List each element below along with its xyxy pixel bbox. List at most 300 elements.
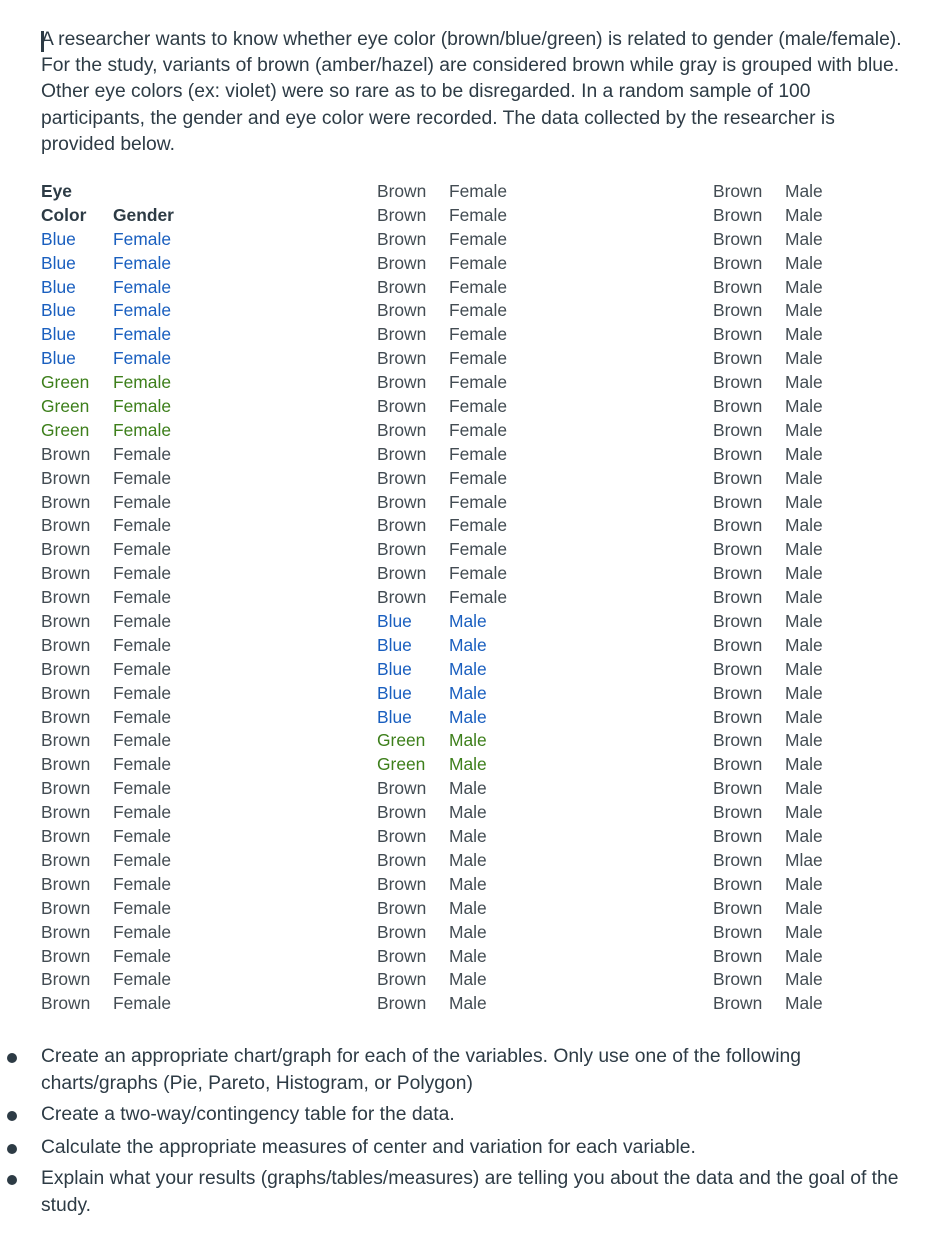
table-row	[713, 514, 905, 538]
gender-cell: Female	[449, 467, 507, 488]
gender-cell: Male	[785, 419, 823, 440]
gender-cell: Female	[113, 467, 171, 488]
gender-cell: Male	[785, 372, 823, 393]
gender-cell: Female	[113, 754, 171, 775]
eye-color-cell: Brown	[713, 396, 763, 417]
eye-color-cell: Brown	[377, 419, 427, 440]
eye-color-cell: Brown	[377, 563, 427, 584]
eye-color-cell: Brown	[377, 969, 427, 990]
gender-cell: Male	[449, 945, 487, 966]
eye-color-cell: Brown	[713, 778, 763, 799]
eye-color-cell: Brown	[41, 993, 91, 1014]
eye-color-cell: Brown	[377, 945, 427, 966]
eye-color-cell: Brown	[41, 658, 91, 679]
eye-color-cell: Brown	[41, 443, 91, 464]
table-row	[377, 204, 569, 228]
table-row	[41, 777, 233, 801]
table-row	[713, 443, 905, 467]
gender-cell: Female	[449, 324, 507, 345]
eye-color-cell: Brown	[377, 276, 427, 297]
table-row	[713, 825, 905, 849]
eye-color-cell: Brown	[41, 969, 91, 990]
gender-cell: Male	[785, 682, 823, 703]
table-row	[377, 682, 569, 706]
eye-color-cell: Blue	[377, 706, 412, 727]
eye-color-cell: Brown	[713, 181, 763, 201]
eye-color-cell: Brown	[377, 802, 427, 823]
eye-color-cell: Brown	[713, 443, 763, 464]
table-row	[377, 347, 569, 371]
table-row	[41, 753, 233, 777]
table-row	[41, 849, 233, 873]
table-row	[377, 467, 569, 491]
eye-color-cell: Brown	[377, 515, 427, 536]
gender-cell: Female	[113, 587, 171, 608]
table-row	[41, 682, 233, 706]
gender-cell: Male	[785, 491, 823, 512]
task-item	[41, 1165, 911, 1219]
gender-cell: Female	[113, 730, 171, 751]
table-row	[377, 395, 569, 419]
gender-cell: Male	[785, 706, 823, 727]
eye-color-cell: Brown	[713, 849, 763, 870]
eye-color-cell: Brown	[41, 802, 91, 823]
gender-cell: Male	[785, 539, 823, 560]
table-row	[377, 921, 569, 945]
table-row	[713, 419, 905, 443]
table-row	[713, 538, 905, 562]
table-row	[377, 897, 569, 921]
eye-color-cell: Brown	[377, 539, 427, 560]
gender-cell: Female	[449, 204, 507, 225]
table-row	[713, 873, 905, 897]
gender-cell: Female	[449, 372, 507, 393]
eye-color-cell: Brown	[713, 897, 763, 918]
gender-cell: Female	[113, 826, 171, 847]
eye-color-cell: Blue	[41, 276, 76, 297]
eye-color-cell: Brown	[41, 706, 91, 727]
eye-color-cell: Brown	[713, 324, 763, 345]
table-row	[41, 419, 233, 443]
gender-cell: Male	[449, 802, 487, 823]
eye-color-cell: Brown	[377, 348, 427, 369]
table-row	[41, 921, 233, 945]
bullet-icon	[7, 1111, 17, 1121]
table-row	[713, 634, 905, 658]
gender-cell: Female	[449, 443, 507, 464]
eye-color-cell: Brown	[377, 491, 427, 512]
gender-cell: Female	[113, 921, 171, 942]
eye-color-cell: Brown	[41, 634, 91, 655]
eye-color-cell: Blue	[377, 634, 412, 655]
gender-cell: Female	[113, 945, 171, 966]
gender-cell: Female	[449, 252, 507, 273]
table-row	[713, 395, 905, 419]
table-row	[41, 514, 233, 538]
table-row	[377, 610, 569, 634]
gender-cell: Female	[113, 778, 171, 799]
gender-cell: Male	[785, 826, 823, 847]
gender-cell: Female	[113, 706, 171, 727]
table-row	[41, 443, 233, 467]
eye-color-cell: Brown	[713, 873, 763, 894]
table-row	[377, 180, 569, 204]
table-row	[377, 323, 569, 347]
table-row	[41, 968, 233, 992]
table-row	[377, 825, 569, 849]
table-row	[41, 299, 233, 323]
eye-color-cell: Brown	[377, 396, 427, 417]
gender-cell: Male	[785, 204, 823, 225]
gender-cell: Female	[113, 515, 171, 536]
eye-color-cell: Brown	[713, 993, 763, 1014]
table-row	[377, 252, 569, 276]
gender-cell: Male	[785, 563, 823, 584]
eye-color-cell: Brown	[377, 443, 427, 464]
gender-cell: Female	[113, 348, 171, 369]
eye-color-cell: Brown	[377, 300, 427, 321]
table-row	[41, 252, 233, 276]
eye-color-header-line1: Eye	[41, 181, 72, 201]
eye-color-cell: Brown	[377, 252, 427, 273]
eye-color-cell: Brown	[41, 491, 91, 512]
gender-cell: Male	[785, 993, 823, 1014]
gender-cell: Male	[449, 993, 487, 1014]
task-text: Create an appropriate chart/graph for each of the variables. Only use one of the following charts/graphs (Pie, Pareto, Histogram, or Polygon)	[41, 1046, 801, 1094]
gender-cell: Male	[785, 945, 823, 966]
task-item	[41, 1043, 911, 1097]
gender-cell: Male	[449, 873, 487, 894]
eye-color-cell: Brown	[713, 802, 763, 823]
gender-cell: Female	[449, 276, 507, 297]
data-column-2	[377, 180, 569, 1016]
gender-cell: Male	[449, 849, 487, 870]
table-row	[377, 419, 569, 443]
table-row	[713, 228, 905, 252]
gender-cell: Female	[113, 873, 171, 894]
gender-cell: Male	[449, 730, 487, 751]
data-column-1	[41, 180, 233, 1016]
table-row	[377, 538, 569, 562]
table-row	[41, 825, 233, 849]
gender-cell: Female	[113, 897, 171, 918]
table-row	[713, 921, 905, 945]
eye-color-cell: Brown	[713, 921, 763, 942]
eye-color-cell: Brown	[41, 873, 91, 894]
eye-color-cell: Brown	[377, 873, 427, 894]
eye-color-cell: Green	[41, 419, 90, 440]
gender-cell: Female	[449, 419, 507, 440]
gender-cell: Male	[449, 754, 487, 775]
gender-cell: Female	[449, 396, 507, 417]
table-row	[713, 801, 905, 825]
eye-color-cell: Brown	[377, 993, 427, 1014]
eye-color-cell: Blue	[41, 252, 76, 273]
table-row	[713, 323, 905, 347]
table-row	[377, 992, 569, 1016]
table-row	[713, 562, 905, 586]
gender-cell: Male	[785, 443, 823, 464]
eye-color-cell: Brown	[377, 467, 427, 488]
table-row	[41, 634, 233, 658]
table-row	[377, 299, 569, 323]
gender-cell: Female	[113, 396, 171, 417]
gender-cell: Female	[449, 539, 507, 560]
intro-paragraph: A researcher wants to know whether eye color (brown/blue/green) is related to gender (male/female). For the study, variants of brown (amber/hazel) are considered brown while gray is grouped with blue. Other eye colors (ex: violet) were so rare as to be disregarded. In a random sample of 100 participants, the gender and eye color were recorded. The data collected by the researcher is provided below.	[41, 29, 902, 155]
table-row	[377, 514, 569, 538]
table-row	[41, 371, 233, 395]
eye-color-cell: Brown	[41, 945, 91, 966]
gender-cell: Female	[113, 658, 171, 679]
table-row	[377, 849, 569, 873]
table-row	[41, 323, 233, 347]
table-row	[41, 276, 233, 300]
bullet-icon	[7, 1053, 17, 1063]
table-row	[713, 777, 905, 801]
task-item	[41, 1134, 911, 1161]
table-row	[713, 491, 905, 515]
eye-color-cell: Brown	[41, 587, 91, 608]
table-row	[377, 968, 569, 992]
eye-color-cell: Brown	[713, 467, 763, 488]
gender-cell: Male	[449, 682, 487, 703]
gender-cell: Female	[113, 849, 171, 870]
table-row	[377, 443, 569, 467]
table-row	[377, 371, 569, 395]
eye-color-cell: Brown	[713, 706, 763, 727]
table-row	[377, 658, 569, 682]
gender-cell: Male	[785, 228, 823, 249]
table-row	[41, 706, 233, 730]
eye-color-cell: Brown	[713, 372, 763, 393]
gender-cell: Male	[785, 276, 823, 297]
eye-color-cell: Brown	[377, 826, 427, 847]
table-row	[713, 849, 905, 873]
gender-cell: Female	[113, 993, 171, 1014]
table-row	[41, 562, 233, 586]
gender-cell: Male	[449, 611, 487, 632]
table-row	[713, 586, 905, 610]
gender-cell: Female	[113, 634, 171, 655]
eye-color-cell: Brown	[713, 300, 763, 321]
gender-cell: Male	[449, 706, 487, 727]
table-row	[713, 968, 905, 992]
gender-cell: Female	[113, 611, 171, 632]
table-row	[713, 658, 905, 682]
eye-color-cell: Brown	[377, 181, 427, 201]
gender-cell: Female	[449, 300, 507, 321]
gender-cell: Male	[785, 802, 823, 823]
gender-cell: Male	[785, 754, 823, 775]
gender-cell: Female	[113, 682, 171, 703]
gender-cell: Male	[785, 897, 823, 918]
eye-color-cell: Brown	[41, 682, 91, 703]
eye-color-cell: Brown	[713, 228, 763, 249]
table-row	[41, 586, 233, 610]
eye-color-cell: Brown	[377, 849, 427, 870]
eye-color-cell: Brown	[713, 539, 763, 560]
table-row	[377, 276, 569, 300]
eye-color-cell: Green	[41, 372, 90, 393]
table-row	[377, 491, 569, 515]
gender-cell: Mlae	[785, 849, 823, 870]
task-text: Create a two-way/contingency table for the data.	[41, 1104, 455, 1125]
eye-color-cell: Blue	[41, 300, 76, 321]
data-column-3	[713, 180, 905, 1016]
eye-color-cell: Brown	[713, 634, 763, 655]
eye-color-cell: Brown	[41, 539, 91, 560]
table-row	[713, 753, 905, 777]
table-row	[41, 897, 233, 921]
eye-color-cell: Blue	[41, 228, 76, 249]
eye-color-cell: Blue	[377, 611, 412, 632]
eye-color-cell: Brown	[713, 515, 763, 536]
eye-color-cell: Blue	[41, 348, 76, 369]
table-row	[41, 395, 233, 419]
table-row	[41, 801, 233, 825]
eye-color-cell: Brown	[41, 849, 91, 870]
table-row	[377, 753, 569, 777]
gender-cell: Female	[113, 324, 171, 345]
gender-cell: Male	[449, 826, 487, 847]
gender-cell: Female	[113, 491, 171, 512]
eye-color-cell: Brown	[377, 778, 427, 799]
table-row	[41, 658, 233, 682]
table-row	[377, 945, 569, 969]
gender-cell: Male	[785, 252, 823, 273]
eye-color-cell: Brown	[713, 969, 763, 990]
eye-color-cell: Brown	[377, 921, 427, 942]
gender-cell: Female	[113, 802, 171, 823]
eye-color-cell: Brown	[713, 682, 763, 703]
gender-cell: Male	[449, 658, 487, 679]
gender-cell: Male	[785, 921, 823, 942]
table-row	[713, 706, 905, 730]
gender-cell: Male	[785, 873, 823, 894]
table-row	[713, 204, 905, 228]
eye-color-cell: Brown	[713, 730, 763, 751]
table-row	[41, 491, 233, 515]
table-row	[377, 777, 569, 801]
gender-cell: Female	[113, 300, 171, 321]
gender-cell: Male	[449, 778, 487, 799]
gender-cell: Male	[785, 300, 823, 321]
gender-cell: Female	[113, 539, 171, 560]
eye-color-cell: Blue	[377, 658, 412, 679]
eye-color-header-line2: Color	[41, 204, 87, 225]
gender-cell: Female	[449, 515, 507, 536]
gender-cell: Male	[785, 467, 823, 488]
table-row	[377, 562, 569, 586]
eye-color-cell: Brown	[41, 467, 91, 488]
eye-color-cell: Brown	[713, 276, 763, 297]
table-row	[713, 180, 905, 204]
table-row	[377, 634, 569, 658]
table-row	[377, 873, 569, 897]
gender-cell: Female	[113, 419, 171, 440]
table-row	[41, 538, 233, 562]
table-row	[377, 729, 569, 753]
eye-color-cell: Brown	[377, 587, 427, 608]
eye-color-cell: Green	[41, 396, 90, 417]
table-row	[41, 729, 233, 753]
gender-cell: Female	[449, 181, 507, 201]
eye-color-cell: Brown	[713, 491, 763, 512]
eye-color-cell: Brown	[713, 204, 763, 225]
eye-color-cell: Brown	[713, 419, 763, 440]
gender-cell: Male	[785, 587, 823, 608]
eye-color-cell: Brown	[713, 587, 763, 608]
eye-color-cell: Brown	[41, 778, 91, 799]
eye-color-cell: Brown	[41, 611, 91, 632]
eye-color-cell: Brown	[713, 611, 763, 632]
bullet-icon	[7, 1144, 17, 1154]
gender-cell: Male	[785, 348, 823, 369]
eye-color-cell: Brown	[713, 348, 763, 369]
table-row	[713, 467, 905, 491]
eye-color-cell: Brown	[377, 228, 427, 249]
table-row	[41, 228, 233, 252]
table-row	[41, 873, 233, 897]
gender-cell: Female	[113, 372, 171, 393]
eye-color-cell: Brown	[377, 204, 427, 225]
task-item	[41, 1101, 911, 1128]
table-row	[713, 682, 905, 706]
eye-color-cell: Brown	[41, 563, 91, 584]
gender-cell: Male	[785, 778, 823, 799]
table-row	[41, 467, 233, 491]
gender-cell: Female	[449, 563, 507, 584]
eye-color-cell: Brown	[713, 826, 763, 847]
table-row	[41, 347, 233, 371]
gender-cell: Female	[113, 252, 171, 273]
gender-cell: Male	[785, 324, 823, 345]
eye-color-cell: Brown	[713, 754, 763, 775]
gender-cell: Female	[449, 491, 507, 512]
eye-color-cell: Blue	[377, 682, 412, 703]
gender-header: Gender	[113, 204, 174, 225]
table-row	[713, 371, 905, 395]
eye-color-cell: Brown	[41, 921, 91, 942]
eye-color-cell: Brown	[377, 372, 427, 393]
gender-cell: Female	[113, 276, 171, 297]
eye-color-cell: Green	[377, 730, 426, 751]
table-row	[41, 610, 233, 634]
eye-color-cell: Brown	[41, 515, 91, 536]
gender-cell: Male	[785, 634, 823, 655]
table-row	[41, 945, 233, 969]
gender-cell: Female	[113, 228, 171, 249]
table-row	[377, 228, 569, 252]
gender-cell: Female	[449, 587, 507, 608]
eye-color-cell: Brown	[713, 252, 763, 273]
table-row	[713, 252, 905, 276]
eye-color-cell: Brown	[377, 324, 427, 345]
gender-cell: Female	[113, 443, 171, 464]
table-row	[713, 897, 905, 921]
gender-cell: Male	[449, 634, 487, 655]
eye-color-cell: Brown	[41, 754, 91, 775]
task-text: Calculate the appropriate measures of center and variation for each variable.	[41, 1137, 696, 1158]
eye-color-cell: Brown	[377, 897, 427, 918]
table-row	[377, 801, 569, 825]
task-text: Explain what your results (graphs/tables/measures) are telling you about the data and the goal of the study.	[41, 1168, 899, 1216]
eye-color-cell: Brown	[713, 563, 763, 584]
bullet-icon	[7, 1175, 17, 1185]
table-row	[377, 586, 569, 610]
gender-cell: Male	[785, 181, 823, 201]
table-row	[713, 299, 905, 323]
